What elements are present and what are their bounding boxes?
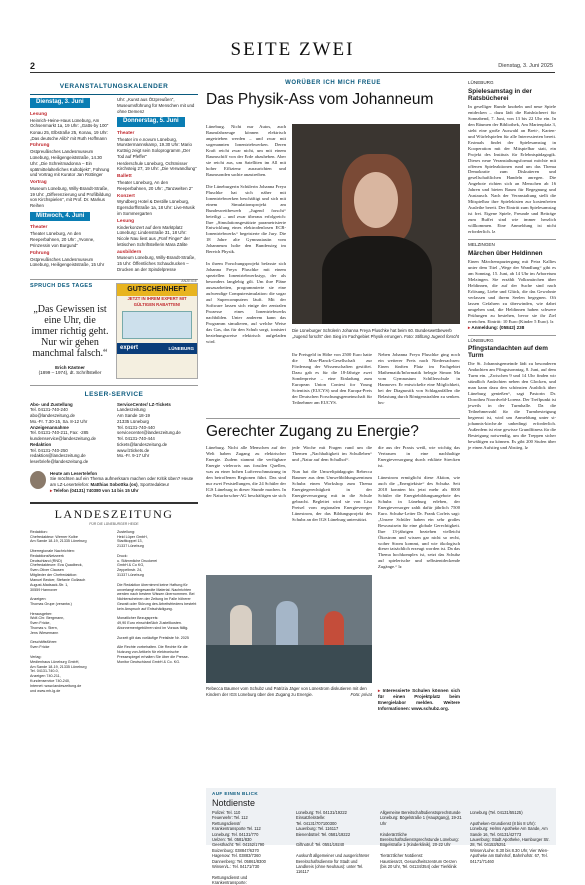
event-theater-wed: Theater Lüneburg, An den Reeperbahnen, 20 Uhr: „Yvonne, Prinzessin von Burgund“: [30, 231, 95, 248]
advertisement[interactable]: [116, 278, 198, 379]
brief-3-body: Die St. Johannisgemeinde lädt zu besonderen Andachten am Pfingstsonntag, 8. Juni, auf dem Turm ein. „Zwischen 9 und 14 Uhr finden wir stündlich Andachten neben den Glocken, und man kann dazu den schönsten Ausblick über Lüneburg genießen“, sagt Pastorin Dr. Dorothea Noordveld-Lorenz. Der Treffpunkt ist jeweils in der Turmhalle. Da die Teilnehmerzahl für die Turmbesteigung begrenzt ist, wird um Anmeldung unter st-johannis-kirche.de unbedingt erforderlich. Außerdem ist eine gewisse Grundfitness für die Besteigung notwendig, um die Treppen sicher bewältigen zu können. Es gibt 200 Stufen über je einen Aufstieg und Abstieg. lz: [468, 361, 556, 450]
notdienst-title: Notdienste: [212, 798, 256, 808]
event-continued: Uhr: „Kunst aus Ötzpreußen“, Museumsführung für Menschen mit und ohne Demenz: [117, 97, 195, 114]
event-konzert-1: Wyndberg Hotel & Destille Lüneburg, Egersdorffstraße 1a, 18 Uhr: Live-Musik im Sommergarten: [117, 199, 195, 216]
lead-kicker: WORÜBER ICH MICH FREUE: [285, 80, 381, 86]
lesertelefon-text: Heute am Lesertelefon Sie möchten auf ein Thema aufmerksam machen oder Kritik üben? Heute am LZ-Lesertelefon: Matthias Sobottka (os), Sportredakteur ▸ Telefon (04131) 740380 von 14 bis 15 Uhr: [50, 470, 194, 493]
brief-1-body: In geselliger Runde knobeln und neue Spiele entdecken – dazu lädt die Ratsbücherei für Sonnabend, 7. Juni, von 13 bis 22 Uhr ein. In den Räumen der Bibliothek, Am Marienplatz 3, steht eine große Auswahl an Brett-, Karten- und Würfelspielen für alle Interessierten bereit. Erstmals findet der Spielesamstag in Kooperation mit der Mitspielbar statt, ein Projekt des Instituts für Erlebnispädagogik. Dieses neue Veranstaltungsformat möchte mit offenen Spieleaktionen rund um das Thema Demokratie zum Diskutieren und gesellschaftlichen Handeln anregen. Die Angebote richten sich an Menschen ab 16 Jahren und bieten Raum für Begegnung und Austausch. Nach der Veranstaltung stellt die Mitspielbar ihre Spielekisten zur kostenfreien Ausleihe bereit. Der Eintritt zum Spielesamstag ist frei. Eigene Spiele, Freunde und Beiträge zum Buffet sind wie immer herzlich willkommen. Eine Anmeldung ist nicht erforderlich. lz: [468, 103, 556, 235]
service-center-lines: Landeszeitung Am Sande 18-19 21335 Lüneburg Tel. 04131-740-440 servicecenter@landeszeitung.de Tel. 04131-740-444 tickets@landeszeitung.de www.lztickets.de Mo.-Fr. 9-17 Uhr: [117, 407, 181, 459]
notdienst-col-4: Lüneburg (Tel. 04131/55125) Apotheken-Grundienst (8 bis 8 Uhr): Lüneburg: Helms Apotheke Am Sande, Am Sande 16, Tel. 04131/42773 Lauenburg: Stadt Apotheke, Hamburger Str. 28, Tel. 04153/5251 Winsen/Luhe: 8.30 bis 8.30 Uhr, Vier Wien-Apotheke am Bahnhof, Bahnhofstr. 67, Tel. 04171/71460: [470, 810, 550, 864]
photo-subject-face: [354, 172, 398, 228]
cat-fuehrung-wed: Führung: [30, 250, 50, 256]
masthead: [0, 0, 585, 70]
cat-fuehrung: Führung: [30, 143, 50, 149]
reporter-avatar: [30, 471, 46, 489]
impressum-col-1: Redaktion: Chefredakteur: Werner Kolbe Am Sande 18-19, 21335 Lüneburg Überregionale Nachrichten: RedaktionsNetzwerk Deutschland (RND) Chefredakteure: Eva Quadbeck, Sven-Oliver Clausen Mitglieder der Chefredaktion: Manuel Becker, Stefanie Gollasch August-Madsack-Str. 1, 30559 Hannover Anzeigen: Thomas Grupe (verantw.) Herausgeber: Wolf-Chr. Bergmann, Sven Fricke, Thomas v. Stern, Jens Wiesemann Geschäftsführer: Sven Fricke Verlag: Medienhaus Lüneburg GmbH, Am Sande 18-19, 21335 Lüneburg Tel. 04131-740-0, Anzeigen 740-211, Kundenservice 740-240, Internet: www.landeszeitung.de und www.mh-lg.de: [30, 529, 87, 693]
service-body: [30, 402, 198, 465]
ad-brand: expert: [120, 344, 139, 351]
service-center-title: ServiceCenter/ LZ-Tickets: [117, 401, 171, 407]
notdienst-kicker: AUF EINEN BLICK: [212, 791, 259, 796]
photo-person-1: [230, 605, 252, 645]
service-header: LESER-SERVICE: [84, 390, 144, 398]
cat-lesung: Lesung: [30, 111, 48, 117]
newspaper-logo: LANDESZEITUNG: [54, 506, 174, 521]
arrow-icon: ▸: [468, 324, 471, 330]
cat-vortrag: Vortrag: [30, 180, 47, 186]
cat-ballett: Ballett: [117, 174, 132, 180]
ad-label: ANZEIGE: [181, 278, 197, 283]
right-column: [468, 80, 556, 451]
article-separator: [206, 418, 460, 419]
notdienst-col-3: Allgemeine Bereitschaftsdienstsprechstunde Lüneburg: Bögelstraße 1 (Hauptgang), 19-21 Uhr Kinderärztliche Bereitschaftsdienstsprechstunde Lüneburg: Bögelstraße 1 (Kinderklinik), 20-22 Uhr Tierärztlicher Notdienst: Haustierarzt, Gesundheitszentrum Oerzen (bis 20 Uhr, Tel. 04134/354) oder Tierklinik: [380, 810, 462, 869]
cat-ausbildern: ausbildern: [117, 249, 142, 255]
lead-article: [206, 80, 460, 108]
second-caption-text: Rebecca Baumer vom Schubz und Patrizia Jäger von Lünestrom diskutieren mit den Kindern der IGS Lüneburg über den Zugang zu Energie.: [206, 686, 367, 697]
second-body-1: Lüneburg. Nicht alle Menschen auf der Welt haben Zugang zu elektrischer Energie. Zudem stammt die verfügbare Energie vielerorts aus fossilen Quellen, was zu einer hohen Luftverschmutzung in den betroffenen Regionen führt. Das sind nur zwei Feststellungen, die 24 Schüler der IGS Lüneburg in dieser Stunde machen. In der Naturforscher-AG beschäftigen sie sich: [206, 445, 286, 498]
spruch-author-info: (1899 – 1974), dt. Schriftsteller: [38, 370, 102, 376]
cat-theater-thu: Theater: [117, 130, 135, 136]
notdienst-col-1: Polizei: Tel. 110 Feuerwehr: Tel. 112 Rettungsdienst/ Krankentransporte Tel. 112 Lüneburg: Tel. 04131/770 Uelzen: Tel. 0581/830 Geesthacht: Tel. 04152/1790 Boizenburg: 038847/6370 Hagenow: Tel. 03883/7360 Dannenberg: Tel. 05861/8300 Winsen/L.: Tel. 04171/730 Rettungsdienst und Krankentransporte:: [212, 810, 266, 885]
brief-1-headline: Spielesamstag in der Ratsbücherei: [468, 87, 532, 102]
second-headline: Gerechter Zugang zu Energie?: [206, 423, 419, 440]
page-number: 2: [30, 61, 36, 71]
service-anzeigen-lines: Tel. 04131-740-211, Fax: -285 kundenservice@landeszeitung.de: [30, 430, 96, 442]
photo-table: [206, 645, 372, 683]
second-photo: [206, 575, 372, 683]
brief-2-location: MELZINGEN: [468, 242, 495, 248]
event-vortrag-1: Museum Lüneburg, Willy-Brandt-Straße, 19 Uhr: „Differenzierung und Profilbildung von Kirchspielen“, mit Prof. Dr. Markus Reihen: [30, 186, 111, 209]
second-caption: [206, 686, 372, 697]
impressum: [30, 502, 198, 694]
spruch-box: [30, 283, 110, 379]
ad-title: GUTSCHEINHEFT: [117, 284, 197, 297]
cat-lesung-thu: Lesung: [117, 218, 135, 224]
notdienst-box: [206, 788, 556, 885]
lesertelefon-name: Matthias Sobottka (os): [90, 482, 138, 488]
calendar-header: VERANSTALTUNGSKALENDER: [30, 80, 198, 95]
spruch-label: SPRUCH DES TAGES: [30, 282, 93, 289]
event-lesung-thu: Kinderkonzert auf dem Marktplatz Lüneburg: Lindenstraße 31, 18 Uhr: Nicole Nau liest aus „Fünf Finger“ der lettischen Schriftstellerin Mara Zälite: [117, 224, 190, 247]
lead-body-2: Ihr Preisgeld in Höhe von 2500 Euro hatte die Max-Planck-Gesellschaft zur Förderung der Wissenschaften gestiftet. Dazu gab es für die 18-Jährige zwei Sonderpreise – eine Einladung zum European Union Contest for Young Scientists (EUCYS) und den Europa-Preis der Deutschen Forschungsgemeinschaft für Teilnehmer am EUCYS.: [292, 352, 372, 405]
photo-person-2: [276, 601, 298, 645]
lead-headline: Das Physik-Ass vom Johanneum: [206, 90, 434, 108]
lead-body-3-text: Neben Johanna Freya Pluschke ging noch ein weiterer Preis nach Niedersachsen: Einen fünften Platz im Fachgebiet Mathematik/Informatik belegte Simon Ma vom Gymnasium Schillerschule in Hannover. Er entwickelte eine Möglichkeit, bei der Diagnostik von Schlaganfällen die Belastung durch Röntgenstrahlen zu senken.: [378, 352, 460, 399]
day-banner-tue: Dienstag, 3. Juni: [30, 98, 90, 108]
newspaper-logo-sub: FÜR DIE LÜNEBURGER HEIDE: [89, 521, 139, 526]
lesertelefon-role: Sportredakteur: [140, 482, 170, 488]
event-theater-thu-2: Herderschule Lüneburg, Ochtmisser Kirchsteig 27, 19 Uhr: „Die Verwandlung“: [117, 160, 197, 172]
right-separator-1: [468, 239, 556, 240]
lesertelefon: [30, 471, 198, 494]
brief-2-phone: [468, 325, 556, 331]
cat-konzert: Konzert: [117, 193, 135, 199]
arrow-icon: ▸: [50, 487, 53, 493]
brief-2-body: Einen Märchenspaziergang mit Petra Kallies unter dem Titel „Wege der Wandlung“ gibt es am Sonntag, 15. Juni, ab 14 Uhr im Arboretum Melzingen. Sie erzählt Volksmärchen über Heldinnen, die auf der Suche sind nach Erlösung, Liebe und Glück, die das Gewohnte verlassen und ihrem Seelen begegnen. Oft lassen Gefahren zu überwinden, wie dabei umgehen und, die Heldinnen haben schwere Prüfungen zu bestehen, bevor sie ihr Ziel erreichen. Eintritt: 10 Euro (Kinder 5 Euro). lz: [468, 258, 556, 324]
page-title: SEITE ZWEI: [230, 39, 355, 60]
brief-2-phone-text: Anmeldung: (05842) 238: [471, 324, 525, 330]
service-redaktion-lines: Tel. 04131-740-250 redaktion@landeszeitung.de leserbriefe@landeszeitung.de: [30, 447, 89, 464]
service-col-1: [30, 402, 111, 465]
event-ausbildern: Museum Lüneburg, Willy-Brandt-Straße, 15 Uhr: Öffentliches Schaudrucken – Drucken an der Spindelpresse: [117, 255, 196, 272]
leser-service: [30, 385, 198, 465]
event-fuehrung-wed: Ostpreußisches Landesmuseum Lüneburg, Heiligengeiststraße, 15 Uhr: [30, 256, 105, 268]
lead-caption-credit: Foto: Stiftung Jugend forscht: [404, 333, 459, 339]
brief-2-headline: Märchen über Heldinnen: [468, 249, 543, 257]
second-info-text: Interessierte Schulen können sich für einen Projektplatz beim Energielabor melden. Weitere Informationen: www.schubz.org.: [378, 688, 461, 711]
lead-caption: [292, 328, 460, 339]
lesertelefon-phone: Telefon (04131) 740380 von 14 bis 15 Uhr: [53, 487, 139, 493]
day-banner-wed: Mittwoch, 4. Juni: [30, 212, 90, 222]
lead-caption-text: Die Lüneburger Schülerin Johanna Freya Pluschke hat beim 60. Bundeswettbewerb „Jugend forscht“ den Sieg im Fachgebiet Physik errungen.: [292, 328, 452, 339]
brief-3-location: LÜNEBURG: [468, 337, 494, 343]
spruch-ad-row: [30, 279, 198, 379]
photo-person-3: [324, 611, 344, 645]
service-col-2: [117, 402, 198, 465]
service-abo-title: Abo- und Zustellung: [30, 401, 73, 407]
event-ballett-1: Theater Lüneburg, An den Reeperbahnen, 20 Uhr: „Tanzwelten 2“: [117, 180, 193, 191]
left-column: [30, 80, 198, 693]
lead-photo: [292, 124, 460, 324]
ad-brand-bar: [117, 343, 197, 355]
lead-body-3: [378, 352, 460, 406]
notdienst-col-2: Lüneburg: Tel. 04131/19222 Einsatzleitstelle: Tel. 04131/707100300 Lauenburg: Tel. 116117 Bienenbüttel: Tel. 0581/19222 Giftnotruf: Tel. 0551/19240 Auskunft allgemeiner und ausgerichteter Bereitschaftsdienste für Stadt und Landkreis (ohne Neuhaus): unter Tel. 116117: [296, 810, 370, 875]
service-redaktion-title: Redaktion: [30, 441, 52, 447]
photo-subject-body: [322, 236, 432, 324]
day-banner-thu: Donnerstag, 5. Juni: [117, 117, 185, 127]
spruch-quote: „Das Gewissen ist eine Uhr, die immer richtig geht. Nur wir gehen manchmal falsch.“: [31, 303, 109, 359]
impressum-col-2: Zustellung: Heid Lüper GmbH, Stadtkoppel 13, 21337 Lüneburg Druck: u. Stämmliche Druckerei GmbH & Co KG, Zeppelinstr. 24, 31337 Lüneburg Die Redaktion übernimmt keine Haftung für unverlangt eingesandte Material. Nachrichten werden nach bestem Wissen übernommen. Bei Nichterscheinen der Zeitung im Falle höherer Gewalt oder Störung des Arbeitsfriedens besteht kein Anspruch auf Entschädigung. Monatlicher Bezugspreis: 49,90 Euro einschließlich Zustellkosten. Abonnementgebühren sind im Voraus fällig. Zurzeit gilt das vorläufige Preisliste Nr. 2025 Alle Rechte vorbehalten. Die Rechte für die Nutzung von Artikeln für elektronische Pressespiegel erhalten Sie über die Presse-Monitor Deutschland GmbH & Co. KG.: [117, 529, 197, 664]
calendar-body: [30, 95, 198, 273]
right-separator-2: [468, 335, 556, 336]
calendar-col-2: [117, 95, 198, 273]
lead-author: bec: [378, 399, 385, 405]
brief-3-headline: Pfingstandachten auf dem Turm: [468, 345, 548, 360]
arrow-icon: ▸: [378, 688, 381, 693]
event-theater-thu-1: Theater im e.novum Lüneburg, Munstermannskamp, 19.30 Uhr: Mario Kuttnig zeigt sein Soloprogramm „Der Tod auf Pfeffer“: [117, 136, 192, 159]
brief-1-location: LÜNEBURG: [468, 80, 494, 85]
impressum-body: [30, 530, 198, 694]
second-body-3: die aus der Praxis weiß, wie wichtig das Vertrauen in eine nachhaltige Energieversorgung durch erklärte Strecken ist. Lünestrom ermöglicht diese Aktion, wie auch die „Energiekiste“ des Schubz. Seit 2018 konnten bis jetzt mehr als 8000 Schüler die Energiebildungsangebote des Schubz in Lüneburg erleben, der Energieversorger zahlt dafür jährlich 7500 Euro. Schubz-Leiter Dr. Frank Corleis sagt: „Unsere Schüler haben ein sehr großes Bewusstsein für eine globale Gerechtigkeit. Ihre 13-jährigen beziehen vielleicht Ökostrom und wissen gar nicht so recht, woher Strom kommt, und wie ökologisch dieser tatsächlich erzeugt worden ist. Da das Thema hochkomplex ist, setzt das Schubz auf spielerische und selbstentdeckende Zugänge.“ lz: [378, 445, 460, 570]
cat-theater-wed: Theater: [30, 225, 48, 231]
event-lesung-1: Heinrich-Heine-Haus Lüneburg, Am Ochsenmarkt 1a, 19 Uhr: „Gatts-by 100“: [30, 117, 109, 129]
second-body-2: jede Woche mit Fragen rund um die Themen „Nachhaltigkeit im Schulleben“ und „Natur auf dem Schulhof“. Nun hat die Umweltpädagogin Rebecca Baumer aus dem Umweltbildungszentrum Schubz einen Workshop zum Thema Energiegerechtigkeit in der Energieversorgung mit in die Schule gebracht. Begleitet wird sie von Lisa Preisel vom regionalen Energievereger Lünestrom, der das Bildungsprojekt des Schubz an der IGS Lüneburg unterstützt.: [292, 445, 372, 522]
event-fuehrung-1: Ostpreußisches Landesmuseum Lüneburg, Heiligengeiststraße, 14.30 Uhr: „Die Schreitmadonna – Ein spätmittelalterliches Kultobjekt“, Führung und Vortrag mit Kurator Jan Rüttinger: [30, 149, 110, 178]
second-info-box: [378, 688, 460, 712]
lead-body-1: Lüneburg. Nicht nur Autos, auch Raumfahrzeuge können elektrisch angetrieben werden – und zwar mit sogenannten Ionentriebwerken. Deren Kraft reicht zwar nicht, um mit einem Raumschiff von der Erde abzuheben. Aber sie reicht aus, um Satelliten im All mit hoher Effizienz auszurichten und Raumsonden sachte anzutreiben. Die Lüneburgerin Schülerin Johanna Freya Pluschke hat sich näher mit Ionentriebwerken beschäftigt und sich mit einem Simulationsprojekt am Bundeswettbewerb „Jugend forscht“ beteiligt – und zwar überaus erfolgreich: Ihre „Simulationsgestützte parametrisierte Entwicklung eines elektrodenlosen ECR-Ionentriebwerks“ begeisterte die Jury. Die 18 Jahre alte Gymnasiastin vom Johanneum holte den Bundessieg im Bereich Physik. In ihrem Forschungsprojekt befasste sich Johanna Freya Pluschke mit einem speziellen Ionentriebwerkstyp, der als besonders langlebig gilt. Um ihre Pläne auszuarbeiten, programmierte sie eine aufwendige Computersimulation: die sogar auf Supercomputern läuft. Mit der Software lassen sich einige der zentralen Prozesse eines Ionentriebwerks nachbilden. Unter anderem kann das Programm simulieren, auf welche Weise das Gas, das für den Schub sorgt, ionisiert beziehungsweise elektrisch aufgeladen wird.: [206, 124, 286, 344]
service-anzeigen-title: Anzeigenannahme: [30, 424, 69, 430]
masthead-rule: [30, 72, 555, 73]
lesertelefon-title: Heute am Lesertelefon: [50, 470, 98, 476]
service-abo-lines: Tel. 04131-740-240 abo@landeszeitung.de Mo.-Fr. 7.30-15, Sa. 8-12 Uhr: [30, 407, 88, 424]
spruch-author-name: Erich Kästner: [55, 364, 85, 370]
lesertelefon-intro: Sie möchten auf ein Thema aufmerksam machen oder Kritik üben? Heute am LZ-Lesertelefon:: [50, 476, 194, 488]
ad-voucher-image: [122, 311, 192, 339]
event-lesung-2: Konau 25, Elbstraße 25, Konau, 19 Uhr: „Das deutsche Alibi“ mit Ruth Hoffmann: [30, 130, 109, 141]
issue-date: Dienstag, 3. Juni 2025: [498, 63, 553, 69]
ad-subtitle: JETZT IN IHREM EXPERT MIT GÜLTIGEN RABATTEN!: [127, 296, 187, 307]
calendar-col-1: [30, 95, 111, 273]
spruch-author: [30, 365, 110, 376]
ad-city: LÜNEBURG: [168, 345, 194, 351]
second-caption-credit: Foto: privat: [350, 691, 372, 697]
